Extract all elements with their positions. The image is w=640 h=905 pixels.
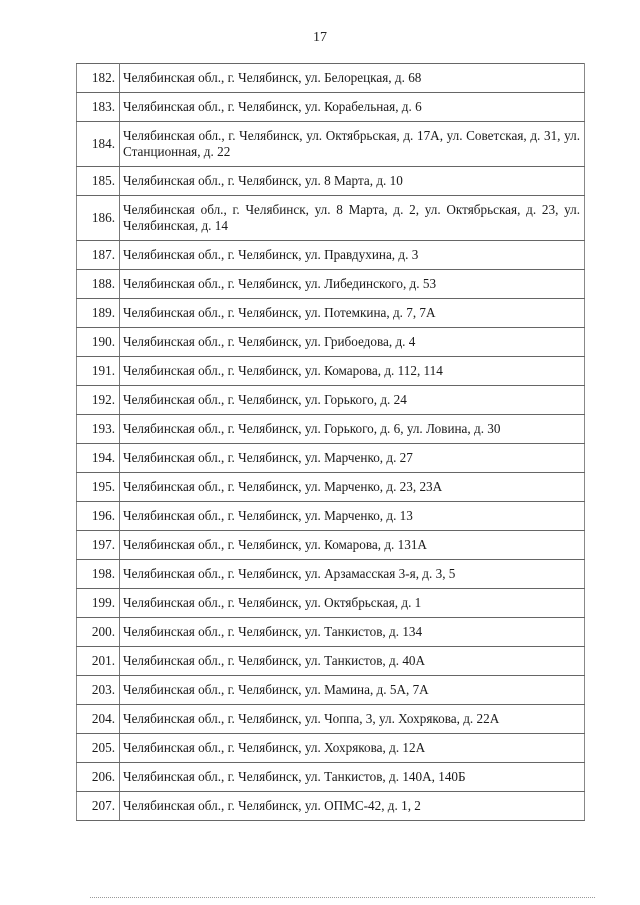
row-address: Челябинская обл., г. Челябинск, ул. Чоппа, 3, ул. Хохрякова, д. 22А <box>120 705 585 734</box>
table-row <box>77 676 585 705</box>
table-row <box>77 647 585 676</box>
row-address: Челябинская обл., г. Челябинск, ул. Танкистов, д. 134 <box>120 618 585 647</box>
row-number: 205. <box>77 734 120 763</box>
row-number: 182. <box>77 64 120 93</box>
row-address: Челябинская обл., г. Челябинск, ул. 8 Марта, д. 10 <box>120 167 585 196</box>
row-address: Челябинская обл., г. Челябинск, ул. Комарова, д. 131А <box>120 531 585 560</box>
row-number: 200. <box>77 618 120 647</box>
row-number: 207. <box>77 792 120 821</box>
row-address: Челябинская обл., г. Челябинск, ул. 8 Марта, д. 2, ул. Октябрьская, д. 23, ул. Челябинская, д. 14 <box>120 196 585 241</box>
table-row <box>77 589 585 618</box>
row-address: Челябинская обл., г. Челябинск, ул. Корабельная, д. 6 <box>120 93 585 122</box>
row-address: Челябинская обл., г. Челябинск, ул. Мамина, д. 5А, 7А <box>120 676 585 705</box>
page-number: 17 <box>313 30 327 45</box>
row-number: 190. <box>77 328 120 357</box>
table-row <box>77 560 585 589</box>
row-number: 197. <box>77 531 120 560</box>
table-row <box>77 473 585 502</box>
table-row <box>77 705 585 734</box>
row-number: 194. <box>77 444 120 473</box>
row-address: Челябинская обл., г. Челябинск, ул. Хохрякова, д. 12А <box>120 734 585 763</box>
row-number: 183. <box>77 93 120 122</box>
table-row <box>77 618 585 647</box>
row-number: 201. <box>77 647 120 676</box>
row-address: Челябинская обл., г. Челябинск, ул. Арзамасская 3-я, д. 3, 5 <box>120 560 585 589</box>
row-address: Челябинская обл., г. Челябинск, ул. Марченко, д. 27 <box>120 444 585 473</box>
row-number: 185. <box>77 167 120 196</box>
table-row <box>77 444 585 473</box>
row-number: 188. <box>77 270 120 299</box>
row-number: 206. <box>77 763 120 792</box>
row-address: Челябинская обл., г. Челябинск, ул. Октябрьская, д. 17А, ул. Советская, д. 31, ул. Станционная, д. 22 <box>120 122 585 167</box>
row-address: Челябинская обл., г. Челябинск, ул. Комарова, д. 112, 114 <box>120 357 585 386</box>
table-row <box>77 386 585 415</box>
table-row <box>77 241 585 270</box>
row-number: 204. <box>77 705 120 734</box>
row-address: Челябинская обл., г. Челябинск, ул. Танкистов, д. 140А, 140Б <box>120 763 585 792</box>
row-number: 198. <box>77 560 120 589</box>
table-row <box>77 357 585 386</box>
row-address: Челябинская обл., г. Челябинск, ул. Горького, д. 24 <box>120 386 585 415</box>
table-row <box>77 122 585 167</box>
row-number: 193. <box>77 415 120 444</box>
row-number: 199. <box>77 589 120 618</box>
row-number: 195. <box>77 473 120 502</box>
table-row <box>77 415 585 444</box>
row-number: 184. <box>77 122 120 167</box>
table-row <box>77 763 585 792</box>
table-row <box>77 270 585 299</box>
table-row <box>77 167 585 196</box>
table-row <box>77 299 585 328</box>
row-number: 186. <box>77 196 120 241</box>
row-address: Челябинская обл., г. Челябинск, ул. Танкистов, д. 40А <box>120 647 585 676</box>
row-address: Челябинская обл., г. Челябинск, ул. Белорецкая, д. 68 <box>120 64 585 93</box>
bottom-divider <box>90 897 595 898</box>
table-row <box>77 93 585 122</box>
table-row <box>77 792 585 821</box>
table-row <box>77 196 585 241</box>
row-address: Челябинская обл., г. Челябинск, ул. Правдухина, д. 3 <box>120 241 585 270</box>
table-row <box>77 502 585 531</box>
table-row <box>77 328 585 357</box>
row-address: Челябинская обл., г. Челябинск, ул. Октябрьская, д. 1 <box>120 589 585 618</box>
table-row <box>77 531 585 560</box>
row-number: 192. <box>77 386 120 415</box>
table-row <box>77 734 585 763</box>
table-row <box>77 64 585 93</box>
row-number: 191. <box>77 357 120 386</box>
address-table <box>76 63 585 821</box>
row-address: Челябинская обл., г. Челябинск, ул. Марченко, д. 23, 23А <box>120 473 585 502</box>
row-address: Челябинская обл., г. Челябинск, ул. Марченко, д. 13 <box>120 502 585 531</box>
row-number: 189. <box>77 299 120 328</box>
row-address: Челябинская обл., г. Челябинск, ул. Либединского, д. 53 <box>120 270 585 299</box>
row-address: Челябинская обл., г. Челябинск, ул. Горького, д. 6, ул. Ловина, д. 30 <box>120 415 585 444</box>
row-number: 187. <box>77 241 120 270</box>
row-address: Челябинская обл., г. Челябинск, ул. Грибоедова, д. 4 <box>120 328 585 357</box>
row-address: Челябинская обл., г. Челябинск, ул. Потемкина, д. 7, 7А <box>120 299 585 328</box>
row-number: 203. <box>77 676 120 705</box>
row-address: Челябинская обл., г. Челябинск, ул. ОПМС-42, д. 1, 2 <box>120 792 585 821</box>
row-number: 196. <box>77 502 120 531</box>
